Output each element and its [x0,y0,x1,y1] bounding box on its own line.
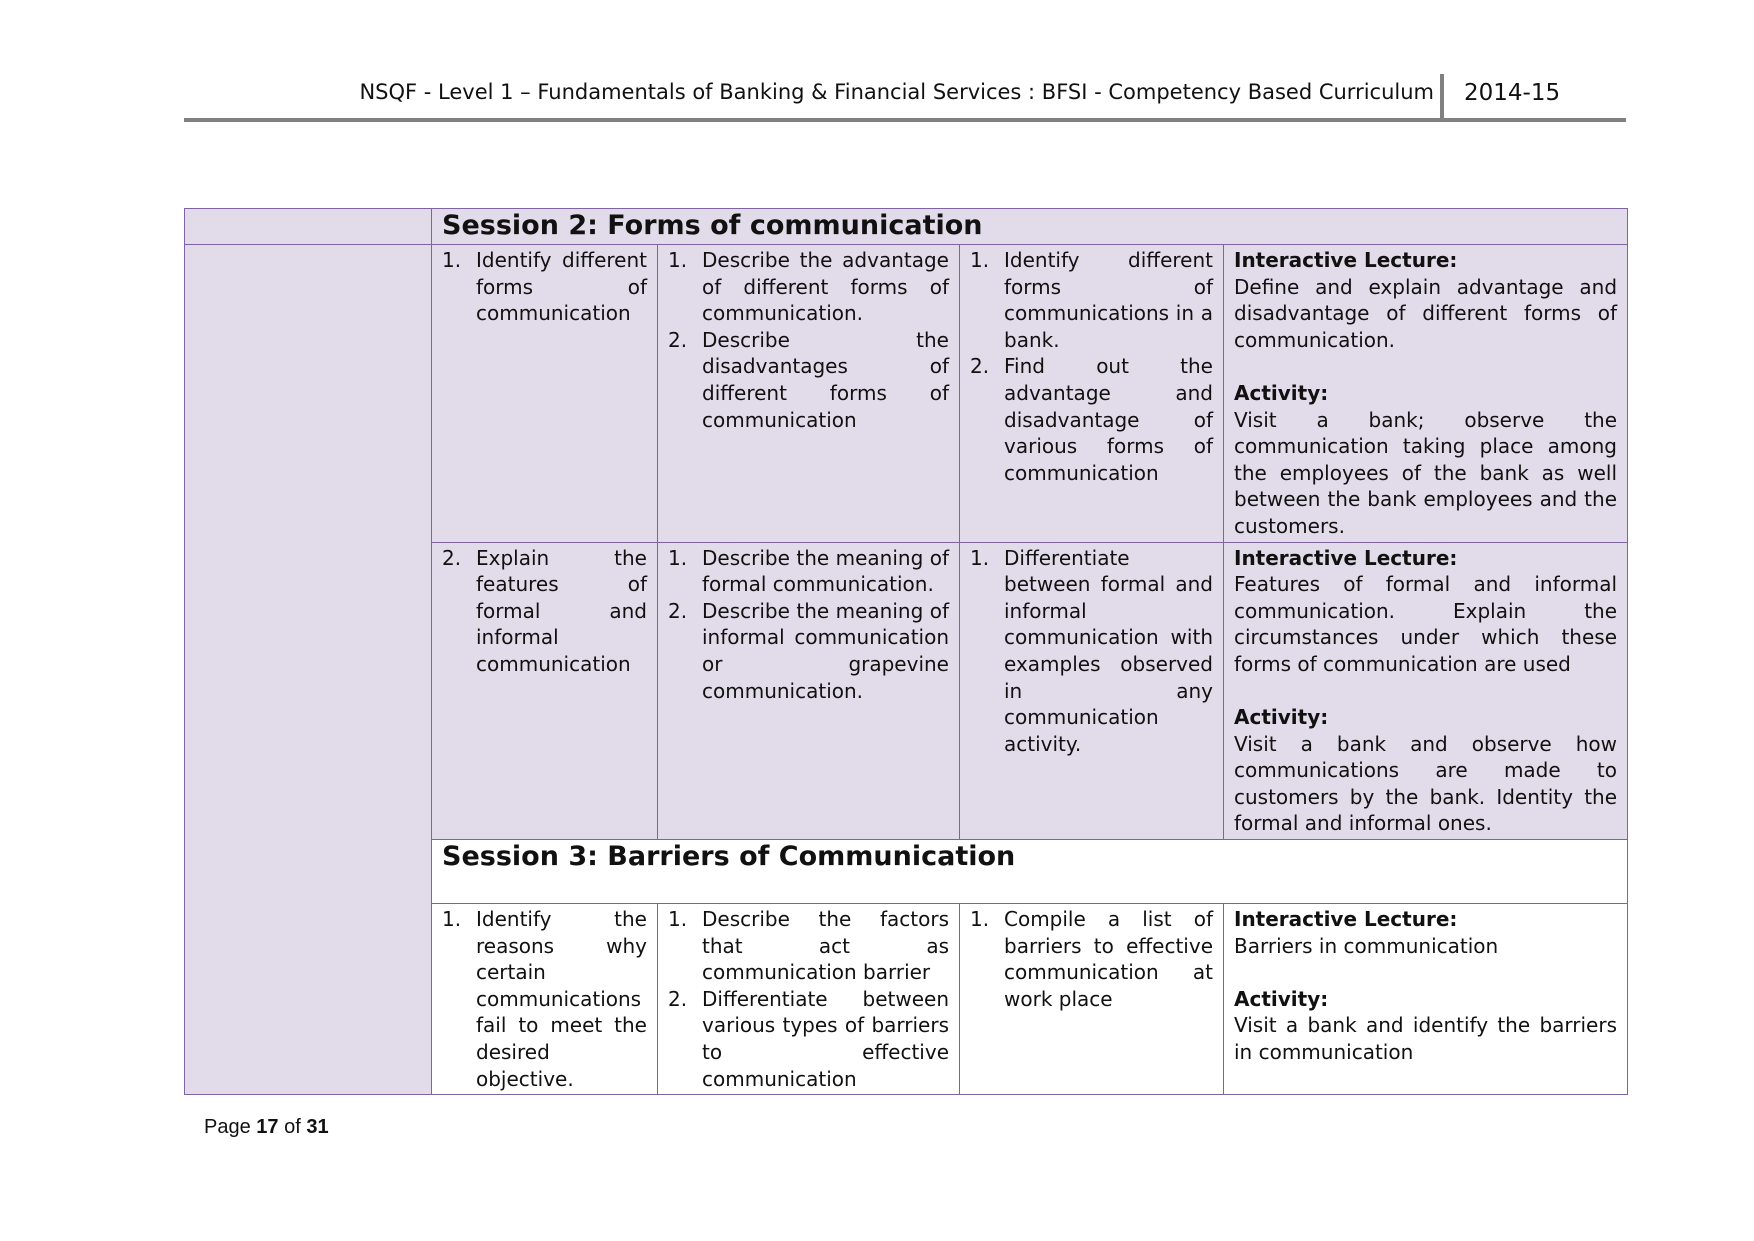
list-item: 2. Describe the meaning of informal communication or grapevine communication. [668,598,949,703]
s3r1-outcome-cell [432,904,658,1095]
footer-of: of [284,1116,301,1138]
header-year: 2014-15 [1464,80,1561,106]
footer-prefix: Page [204,1116,251,1138]
curriculum-table [184,208,1628,1095]
s2r1-criteria-cell [658,245,960,543]
s2r2-criteria-cell [658,542,960,840]
activity-text: Visit a bank and identify the barriers in communication [1234,1013,1618,1065]
page-footer [204,1116,329,1139]
list-item: 2. Find out the advantage and disadvantage of various forms of communication [970,354,1213,485]
session2-title: Session 2: Forms of communication [432,209,1628,245]
footer-page-number: 17 [256,1116,279,1138]
activity-label: Activity: [1234,705,1329,730]
header-rule [184,118,1626,122]
s2r1-outcome-cell [432,245,658,543]
activity-label: Activity: [1234,986,1329,1011]
activity-text: Visit a bank and observe how communications are made to customers by the bank. Identity the formal and informal ones. [1234,731,1618,836]
lecture-text: Features of formal and informal communication. Explain the circumstances under which these forms of communication are used [1234,572,1618,676]
lecture-text: Define and explain advantage and disadvantage of different forms of communication. [1234,274,1618,352]
list-item: 1. Describe the advantage of different forms of communication. [668,248,949,326]
list-item: 1. Identify different forms of communication [442,248,647,326]
s2r2-outcome-cell [432,542,658,840]
s2r2-practical-cell [960,542,1224,840]
header-title: NSQF - Level 1 – Fundamentals of Banking & Financial Services : BFSI - Competency Based Curriculum [359,80,1434,104]
s2r2-method-cell [1224,542,1628,840]
list-item: 1. Compile a list of barriers to effective communication at work place [970,907,1213,1011]
header-separator [1440,74,1444,122]
activity-text: Visit a bank; observe the communication taking place among the employees of the bank as well between the bank employees and the customers. [1234,407,1618,538]
list-item: 1. Identify the reasons why certain communications fail to meet the desired objective. [442,907,647,1091]
s3r1-method-cell [1224,904,1628,1095]
unit-blank-cell-top [185,209,432,245]
activity-label: Activity: [1234,380,1329,405]
list-item: 1. Identify different forms of communications in a bank. [970,248,1213,352]
list-item: 2. Explain the features of formal and informal communication [442,545,647,676]
s2r1-method-cell [1224,245,1628,543]
lecture-label: Interactive Lecture: [1234,907,1458,932]
session3-title: Session 3: Barriers of Communication [432,840,1628,904]
list-item: 2. Describe the disadvantages of different forms of communication [668,327,949,432]
list-item: 1. Differentiate between formal and informal communication with examples observed in any communication activity. [970,545,1213,756]
list-item: 1. Describe the meaning of formal communication. [668,545,949,597]
s3r1-criteria-cell [658,904,960,1095]
lecture-label: Interactive Lecture: [1234,248,1458,272]
lecture-label: Interactive Lecture: [1234,545,1458,570]
s3r1-practical-cell [960,904,1224,1095]
lecture-text: Barriers in communication [1234,933,1499,958]
footer-page-total: 31 [306,1116,329,1138]
list-item: 2. Differentiate between various types of barriers to effective communication [668,986,949,1091]
list-item: 1. Describe the factors that act as communication barrier [668,907,949,985]
s2r1-practical-cell [960,245,1224,543]
page-header [184,74,1626,122]
unit-blank-cell [185,245,432,1095]
